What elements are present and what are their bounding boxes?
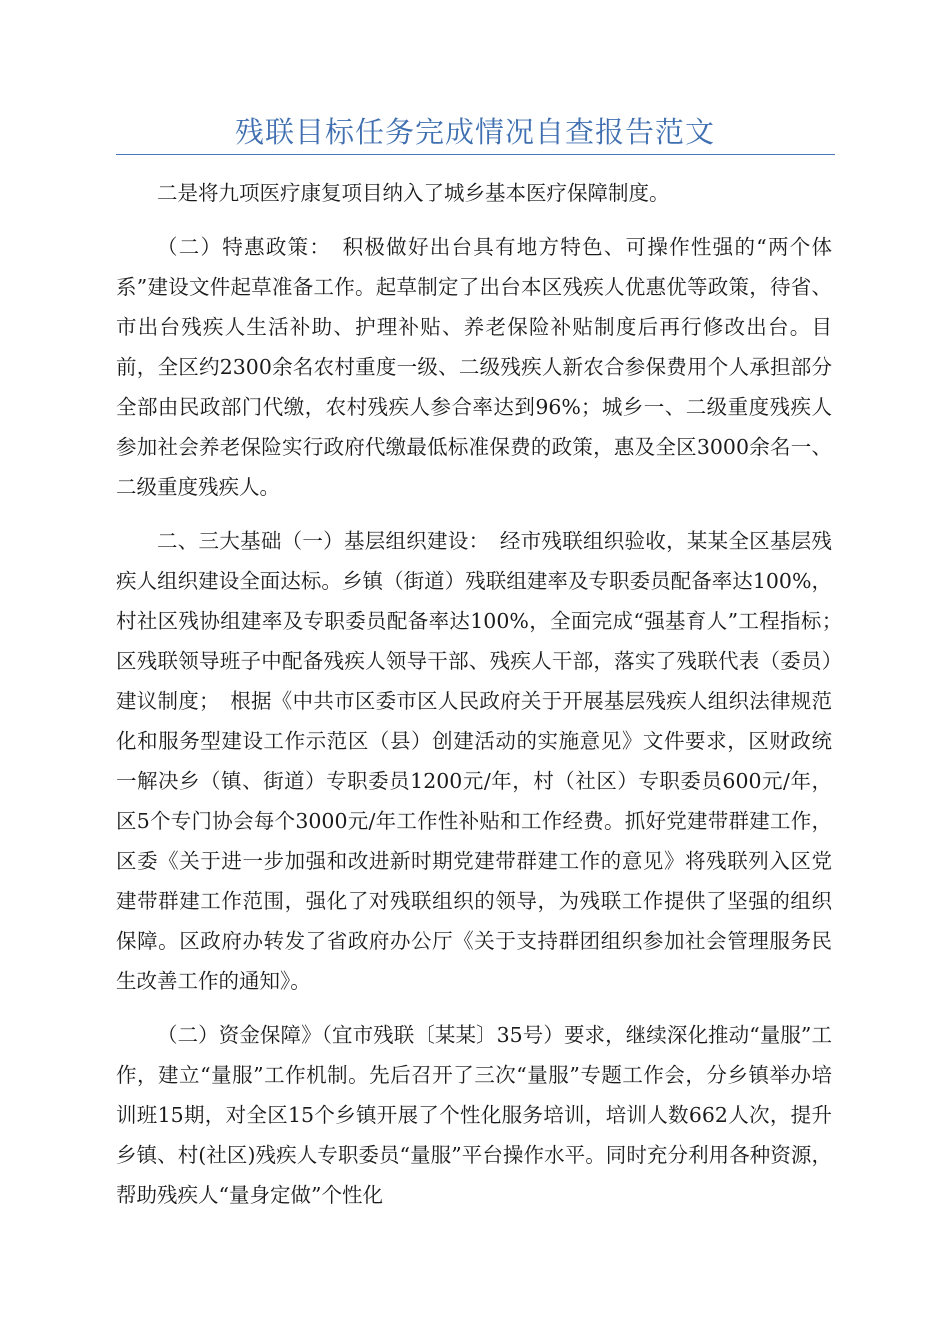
title-underline xyxy=(116,154,835,155)
paragraph-3: 二、三大基础（一）基层组织建设： 经市残联组织验收，某某全区基层残疾人组织建设全面达标。乡镇（街道）残联组建率及专职委员配备率达100%，村社区残协组建率及专职委员配备率达100%，全面完成“强基育人”工程指标； 区残联领导班子中配备残疾人领导干部、残疾人干部，落实了残联代表（委员）建议制度； 根据《中共市区委市区人民政府关于开展基层残疾人组织法律规范化和服务型建设工作示范区（县）创建活动的实施意见》文件要求，区财政统一解决乡（镇、街道）专职委员1200元/年，村（社区）专职委员600元/年，区5个专门协会每个3000元/年工作性补贴和工作经费。抓好党建带群建工作，区委《关于进一步加强和改进新时期党建带群建工作的意见》将残联列入区党建带群建工作范围，强化了对残联组织的领导，为残联工作提供了坚强的组织保障。区政府办转发了省政府办公厅《关于支持群团组织参加社会管理服务民生改善工作的通知》。 xyxy=(116,529,853,993)
document-body xyxy=(116,173,853,1215)
paragraph-1: 二是将九项医疗康复项目纳入了城乡基本医疗保障制度。 xyxy=(157,181,670,205)
paragraph-2: （二）特惠政策： 积极做好出台具有地方特色、可操作性强的“两个体系”建设文件起草准备工作。起草制定了出台本区残疾人优惠优等政策，待省、市出台残疾人生活补助、护理补贴、养老保险补贴制度后再行修改出台。目前，全区约2300余名农村重度一级、二级残疾人新农合参保费用个人承担部分全部由民政部门代缴，农村残疾人参合率达到96%；城乡一、二级重度残疾人参加社会养老保险实行政府代缴最低标准保费的政策，惠及全区3000余名一、二级重度残疾人。 xyxy=(116,235,832,499)
document-title: 残联目标任务完成情况自查报告范文 xyxy=(234,115,715,149)
paragraph-4: （二）资金保障》（宜市残联〔某某〕35号）要求，继续深化推动“量服”工作，建立“量服”工作机制。先后召开了三次“量服”专题工作会，分乡镇举办培训班15期，对全区15个乡镇开展了个性化服务培训，培训人数662人次，提升乡镇、村(社区)残疾人专职委员“量服”平台操作水平。同时充分利用各种资源，帮助残疾人“量身定做”个性化 xyxy=(116,1023,832,1207)
